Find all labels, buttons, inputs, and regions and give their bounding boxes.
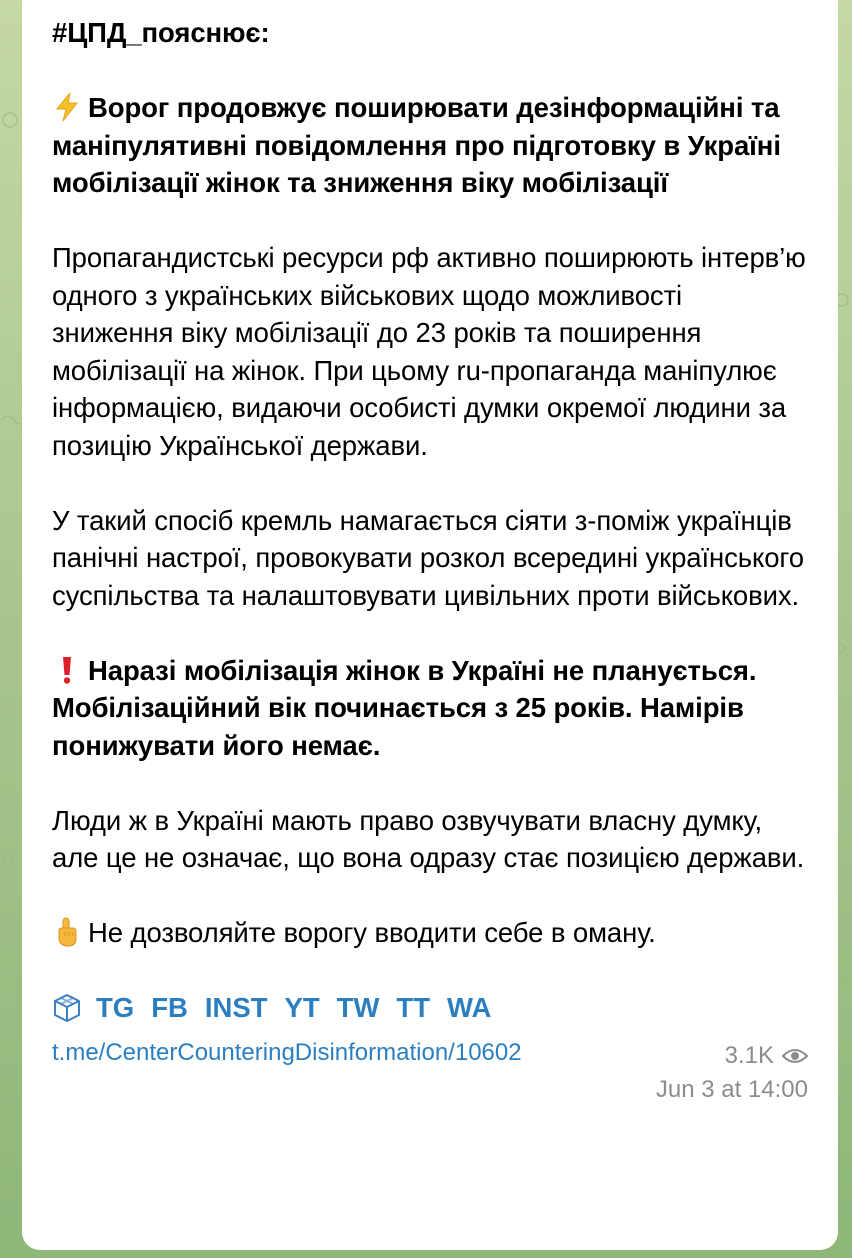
message-meta: [656, 1039, 808, 1107]
message-text: [52, 14, 808, 952]
social-link-yt[interactable]: YT: [284, 992, 320, 1023]
message-timestamp: Jun 3 at 14:00: [655, 1075, 808, 1103]
social-link-tt[interactable]: TT: [396, 992, 431, 1023]
social-link-tw[interactable]: TW: [336, 992, 380, 1023]
paragraph-1: Пропагандистські ресурси рф активно поширюють інтерв’ю одного з українських військових щодо можливості зниження віку мобілізації до 23 років та поширення мобілізації на жінок. При цьому ru-пропаганда маніпулює інформацією, видаючи особисті думки окремої людини за позицію Української держави.: [52, 242, 806, 461]
lightning-icon: [52, 92, 82, 122]
closing-text: Не дозволяйте ворогу вводити себе в оману.: [88, 917, 656, 948]
views-count: 3.1K: [724, 1041, 774, 1069]
headline-text: Ворог продовжує поширювати дезінформаційні та маніпулятивні повідомлення про підготовку в Україні мобілізації жінок та зниження віку мобілізації: [52, 92, 781, 198]
hashtag[interactable]: #ЦПД_пояснює:: [52, 17, 270, 48]
paragraph-2: У такий спосіб кремль намагається сіяти з-поміж українців панічні настрої, провокувати розкол всередині українського суспільства та налаштовувати цивільних проти військових.: [52, 504, 804, 611]
pointing-finger-icon: [52, 917, 82, 947]
social-link-tg[interactable]: TG: [96, 992, 135, 1023]
headline-paragraph: [52, 89, 808, 202]
exclamation-icon: [52, 655, 82, 685]
views-counter: [656, 1039, 808, 1073]
message-bubble: [22, 0, 838, 1250]
eye-icon: [782, 1047, 808, 1065]
important-paragraph: [52, 652, 808, 765]
cube-icon: [52, 993, 82, 1023]
closing-paragraph: [52, 914, 808, 952]
important-text: Наразі мобілізація жінок в Україні не планується. Мобілізаційний вік починається з 25 років. Намірів понижувати його немає.: [52, 654, 757, 761]
social-link-wa[interactable]: WA: [447, 992, 492, 1023]
post-url-link[interactable]: t.me/CenterCounteringDisinformation/10602: [52, 1038, 522, 1066]
social-links-row: [52, 989, 808, 1027]
paragraph-3: Люди ж в Україні мають право озвучувати власну думку, але це не означає, що вона одразу стає позицією держави.: [52, 804, 805, 873]
message-footer: [52, 1035, 808, 1115]
social-link-fb[interactable]: FB: [151, 992, 188, 1023]
social-link-inst[interactable]: INST: [204, 992, 268, 1023]
